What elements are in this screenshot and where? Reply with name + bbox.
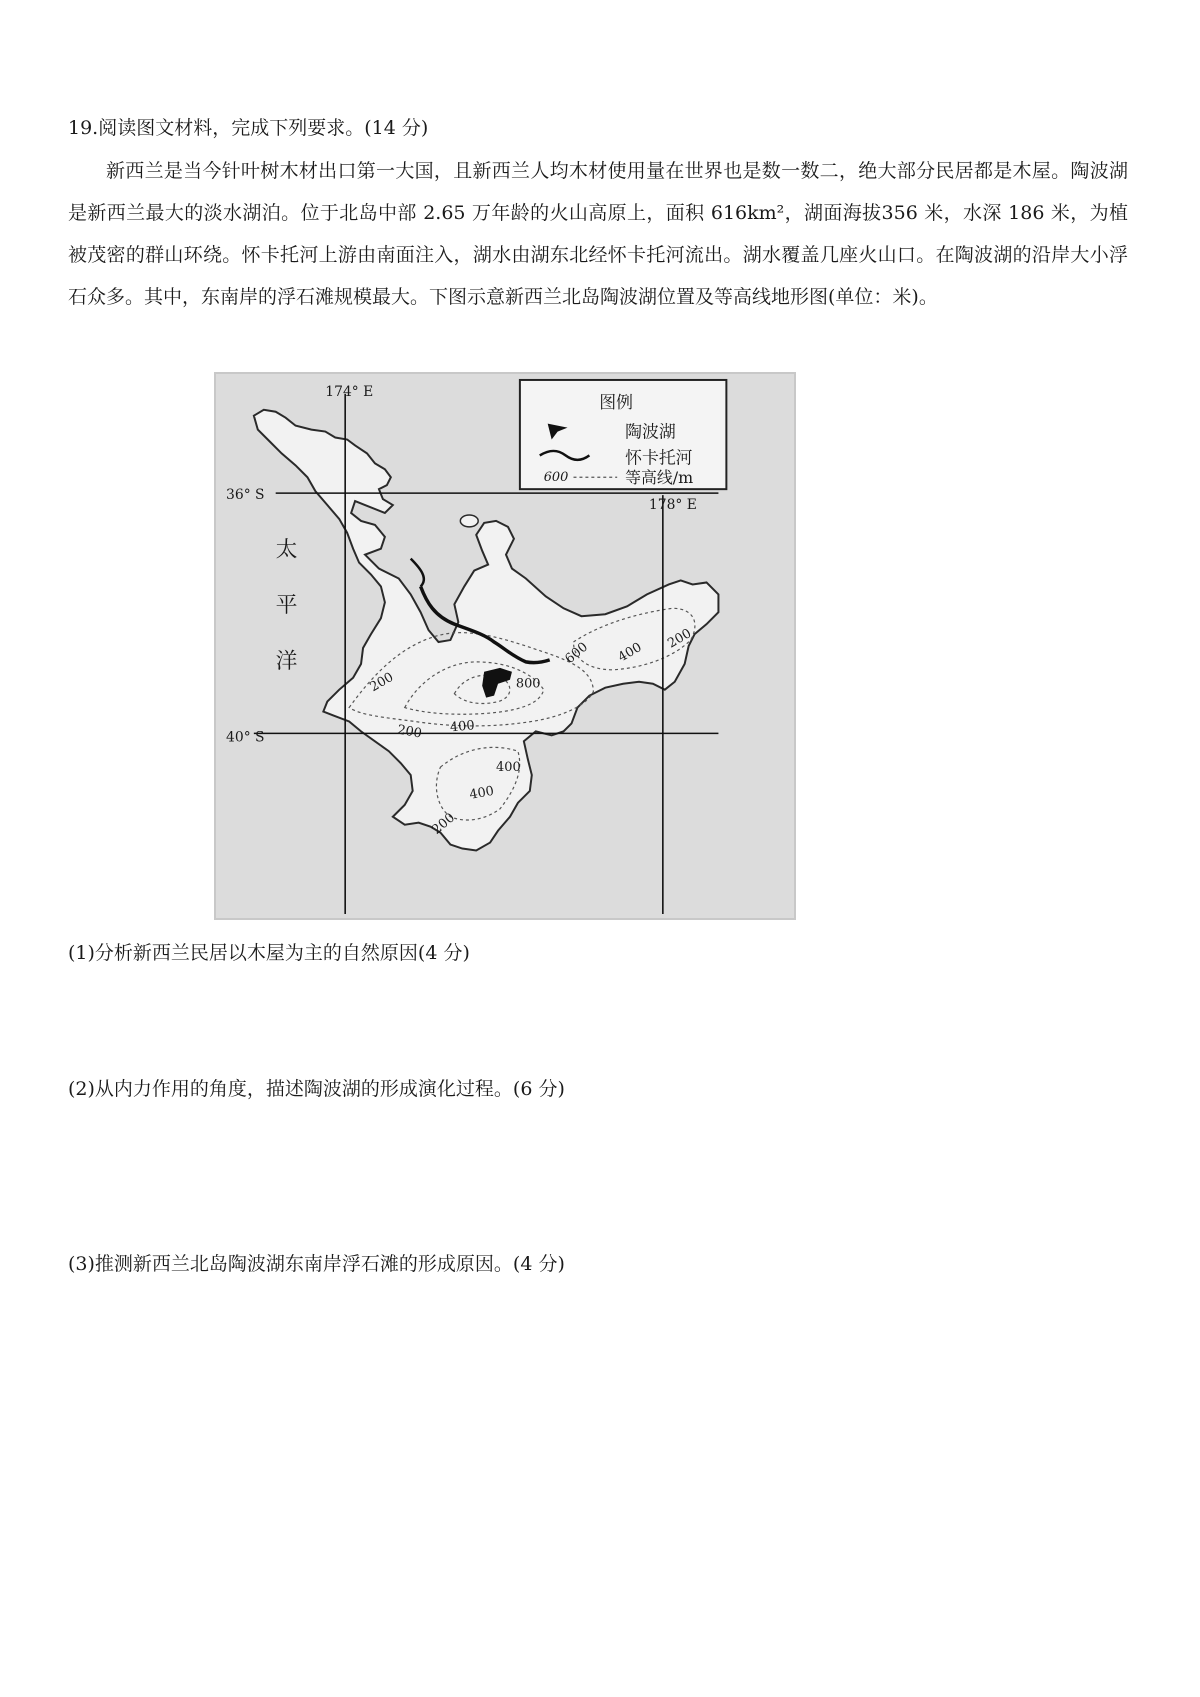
map-svg	[216, 374, 794, 918]
contour-label: 400	[496, 760, 521, 776]
lon-left-label: 174° E	[325, 383, 374, 400]
lon-right-label: 178° E	[648, 497, 697, 514]
question-material: 新西兰是当今针叶树木材出口第一大国，且新西兰人均木材使用量在世界也是数一数二，绝大部分民居都是木屋。陶波湖是新西兰最大的淡水湖泊。位于北岛中部 2.65 万年龄的火山高原上，面积 616km²，湖面海拔356 米，水深 186 米，为植被茂密的群山环绕。怀卡托河上游由南面注入，湖水由湖东北经怀卡托河流出。湖水覆盖几座火山口。在陶波湖的沿岸大小浮石众多。其中，东南岸的浮石滩规模最大。下图示意新西兰北岛陶波湖位置及等高线地形图(单位：米)。	[68, 160, 1128, 308]
contour-label: 200	[396, 722, 423, 742]
ocean-char-1: 太	[275, 537, 298, 563]
ocean-char-2: 平	[275, 593, 298, 619]
contour-label: 200	[665, 626, 695, 652]
legend-river-label: 怀卡托河	[625, 447, 693, 468]
contour-label: 600	[562, 639, 591, 667]
contour-label: 800	[515, 676, 541, 692]
sub-question-3: (3)推测新西兰北岛陶波湖东南岸浮石滩的形成原因。(4 分)	[68, 1253, 565, 1275]
lat-top-label: 36° S	[226, 487, 265, 504]
sub-question-1: (1)分析新西兰民居以木屋为主的自然原因(4 分)	[68, 942, 470, 964]
legend-contour-label: 等高线/m	[625, 468, 694, 488]
contour-label: 200	[429, 810, 458, 838]
contour-label: 400	[615, 640, 645, 666]
contour-label: 200	[367, 669, 397, 696]
legend-title: 图例	[599, 391, 634, 412]
contour-label: 400	[449, 718, 476, 736]
lat-bottom-label: 40° S	[226, 729, 265, 746]
ocean-char-3: 洋	[275, 648, 298, 674]
sub-question-2: (2)从内力作用的角度，描述陶波湖的形成演化过程。(6 分)	[68, 1078, 565, 1100]
question-title: 19.阅读图文材料，完成下列要求。(14 分)	[68, 117, 429, 139]
legend-contour-value: 600	[543, 470, 569, 486]
contour-label: 400	[468, 783, 496, 803]
waikato-river-west	[411, 559, 424, 587]
great-barrier-island	[460, 515, 478, 527]
taupo-lake-map	[214, 372, 796, 920]
legend-lake-label: 陶波湖	[625, 421, 676, 442]
